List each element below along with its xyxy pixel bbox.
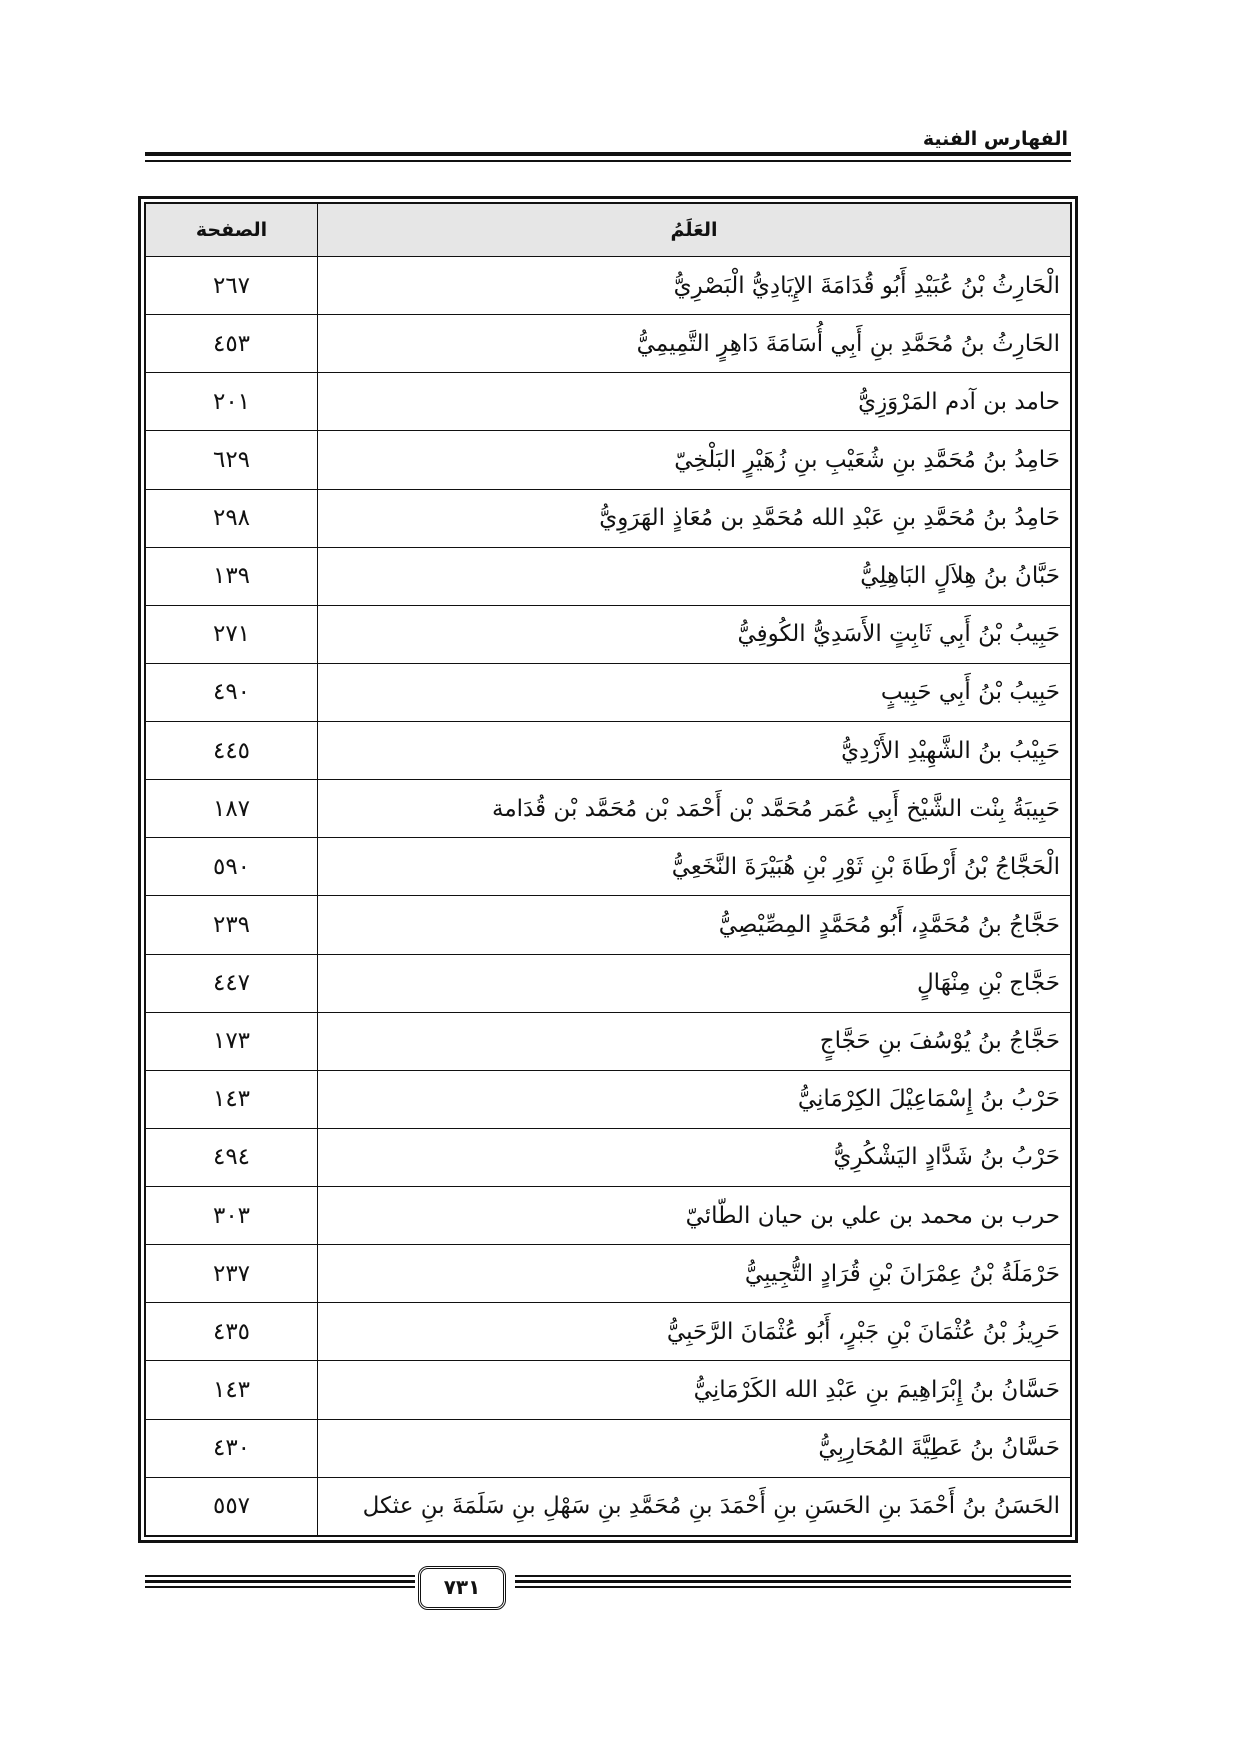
table-row	[146, 1245, 1071, 1303]
table-row	[146, 780, 1071, 838]
entry-name: حَرْبُ بنُ إِسْمَاعِيْلَ الكِرْمَانِيُّ	[318, 1070, 1071, 1128]
names-index-table	[145, 203, 1071, 1536]
header-rule-thick	[145, 152, 1071, 156]
entry-name: حَجَّاجُ بنُ مُحَمَّدٍ، أَبُو مُحَمَّدٍ المِصِّيْصِيُّ	[318, 896, 1071, 954]
entry-page: ١٨٧	[146, 780, 318, 838]
table-row	[146, 1477, 1071, 1535]
entry-page: ١٧٣	[146, 1012, 318, 1070]
entry-name: حَجَّاج بْنِ مِنْهَالٍ	[318, 954, 1071, 1012]
column-header-page: الصفحة	[146, 204, 318, 257]
header-rule-thin	[145, 160, 1071, 162]
entry-name: حَامِدُ بنُ مُحَمَّدِ بنِ عَبْدِ الله مُحَمَّدِ بن مُعَاذٍ الهَرَوِيُّ	[318, 489, 1071, 547]
entry-page: ٤٣٠	[146, 1419, 318, 1477]
table-row	[146, 547, 1071, 605]
table-row	[146, 896, 1071, 954]
table-row	[146, 431, 1071, 489]
entry-page: ٢٩٨	[146, 489, 318, 547]
table-row	[146, 722, 1071, 780]
entry-name: حَامِدُ بنُ مُحَمَّدِ بنِ شُعَيْبِ بنِ زُهَيْرٍ البَلْخِيّ	[318, 431, 1071, 489]
entry-name: حَرْبُ بنُ شَدَّادٍ اليَشْكُرِيُّ	[318, 1128, 1071, 1186]
table-row	[146, 1303, 1071, 1361]
entry-name: حامد بن آدم المَرْوَزِيُّ	[318, 373, 1071, 431]
entry-page: ٤٤٧	[146, 954, 318, 1012]
table-body	[146, 257, 1071, 1536]
entry-page: ٤٩٤	[146, 1128, 318, 1186]
table-row	[146, 1128, 1071, 1186]
table-row	[146, 1187, 1071, 1245]
index-table-frame	[138, 196, 1078, 1543]
column-header-name: العَلَمُ	[318, 204, 1071, 257]
entry-name: الْحَارِثُ بْنُ عُبَيْدِ أَبُو قُدَامَةَ الإِيَادِيُّ الْبَصْرِيُّ	[318, 257, 1071, 315]
page-number: ٧٣١	[418, 1566, 506, 1610]
entry-page: ٢٣٧	[146, 1245, 318, 1303]
entry-name: حرب بن محمد بن علي بن حيان الطّائيّ	[318, 1187, 1071, 1245]
table-row	[146, 1070, 1071, 1128]
entry-name: حَجَّاجُ بنُ يُوْسُفَ بنِ حَجَّاجٍ	[318, 1012, 1071, 1070]
entry-name: حَبَّانُ بنُ هِلاَلٍ البَاهِلِيُّ	[318, 547, 1071, 605]
table-row	[146, 257, 1071, 315]
footer-ornament	[145, 1575, 1071, 1615]
entry-name: حَبِيبُ بْنُ أَبِي ثَابِتٍ الأَسَدِيُّ الكُوفِيُّ	[318, 605, 1071, 663]
entry-page: ١٣٩	[146, 547, 318, 605]
entry-name: حَسَّانُ بنُ عَطِيَّةَ المُحَارِبِيُّ	[318, 1419, 1071, 1477]
table-header-row	[146, 204, 1071, 257]
entry-page: ١٤٣	[146, 1361, 318, 1419]
table-row	[146, 373, 1071, 431]
entry-name: الْحَجَّاجُ بْنُ أَرْطَاةَ بْنِ ثَوْرِ بْنِ هُبَيْرَةَ النَّخَعِيُّ	[318, 838, 1071, 896]
entry-page: ٢٦٧	[146, 257, 318, 315]
table-row	[146, 1012, 1071, 1070]
entry-name: الحَارِثُ بنُ مُحَمَّدِ بنِ أَبِي أُسَامَةَ دَاهِرٍ التَّمِيمِيُّ	[318, 315, 1071, 373]
table-row	[146, 1361, 1071, 1419]
entry-page: ٤٩٠	[146, 663, 318, 721]
entry-page: ٢٠١	[146, 373, 318, 431]
entry-page: ٢٣٩	[146, 896, 318, 954]
table-row	[146, 605, 1071, 663]
entry-name: حَرِيزُ بْنُ عُثْمَانَ بْنِ جَبْرٍ، أَبُو عُثْمَانَ الرَّحَبِيُّ	[318, 1303, 1071, 1361]
entry-page: ٦٢٩	[146, 431, 318, 489]
entry-name: حَرْمَلَةُ بْنُ عِمْرَانَ بْنِ قُرَادٍ التُّجِيبِيُّ	[318, 1245, 1071, 1303]
entry-page: ١٤٣	[146, 1070, 318, 1128]
table-row	[146, 954, 1071, 1012]
entry-page: ٥٥٧	[146, 1477, 318, 1535]
entry-name: حَبِيبَةُ بِنْت الشَّيْخ أَبِي عُمَر مُحَمَّد بْن أَحْمَد بْن مُحَمَّد بْن قُدَامة	[318, 780, 1071, 838]
entry-name: حَبِيبُ بْنُ أَبِي حَبِيبٍ	[318, 663, 1071, 721]
running-header-title: الفهارس الفنية	[922, 128, 1068, 150]
entry-page: ٤٣٥	[146, 1303, 318, 1361]
table-row	[146, 838, 1071, 896]
entry-page: ٤٤٥	[146, 722, 318, 780]
table-row	[146, 1419, 1071, 1477]
entry-page: ٢٧١	[146, 605, 318, 663]
entry-name: حَبِيْبُ بنُ الشَّهِيْدِ الأَزْدِيُّ	[318, 722, 1071, 780]
table-row	[146, 663, 1071, 721]
entry-name: حَسَّانُ بنُ إِبْرَاهِيمَ بنِ عَبْدِ الله الكَرْمَانِيُّ	[318, 1361, 1071, 1419]
entry-page: ٣٠٣	[146, 1187, 318, 1245]
entry-page: ٥٩٠	[146, 838, 318, 896]
table-row	[146, 315, 1071, 373]
entry-page: ٤٥٣	[146, 315, 318, 373]
table-row	[146, 489, 1071, 547]
entry-name: الحَسَنُ بنُ أَحْمَدَ بنِ الحَسَنِ بنِ أَحْمَدَ بنِ مُحَمَّدِ بنِ سَهْلِ بنِ سَلَمَةَ بنِ عثكل	[318, 1477, 1071, 1535]
